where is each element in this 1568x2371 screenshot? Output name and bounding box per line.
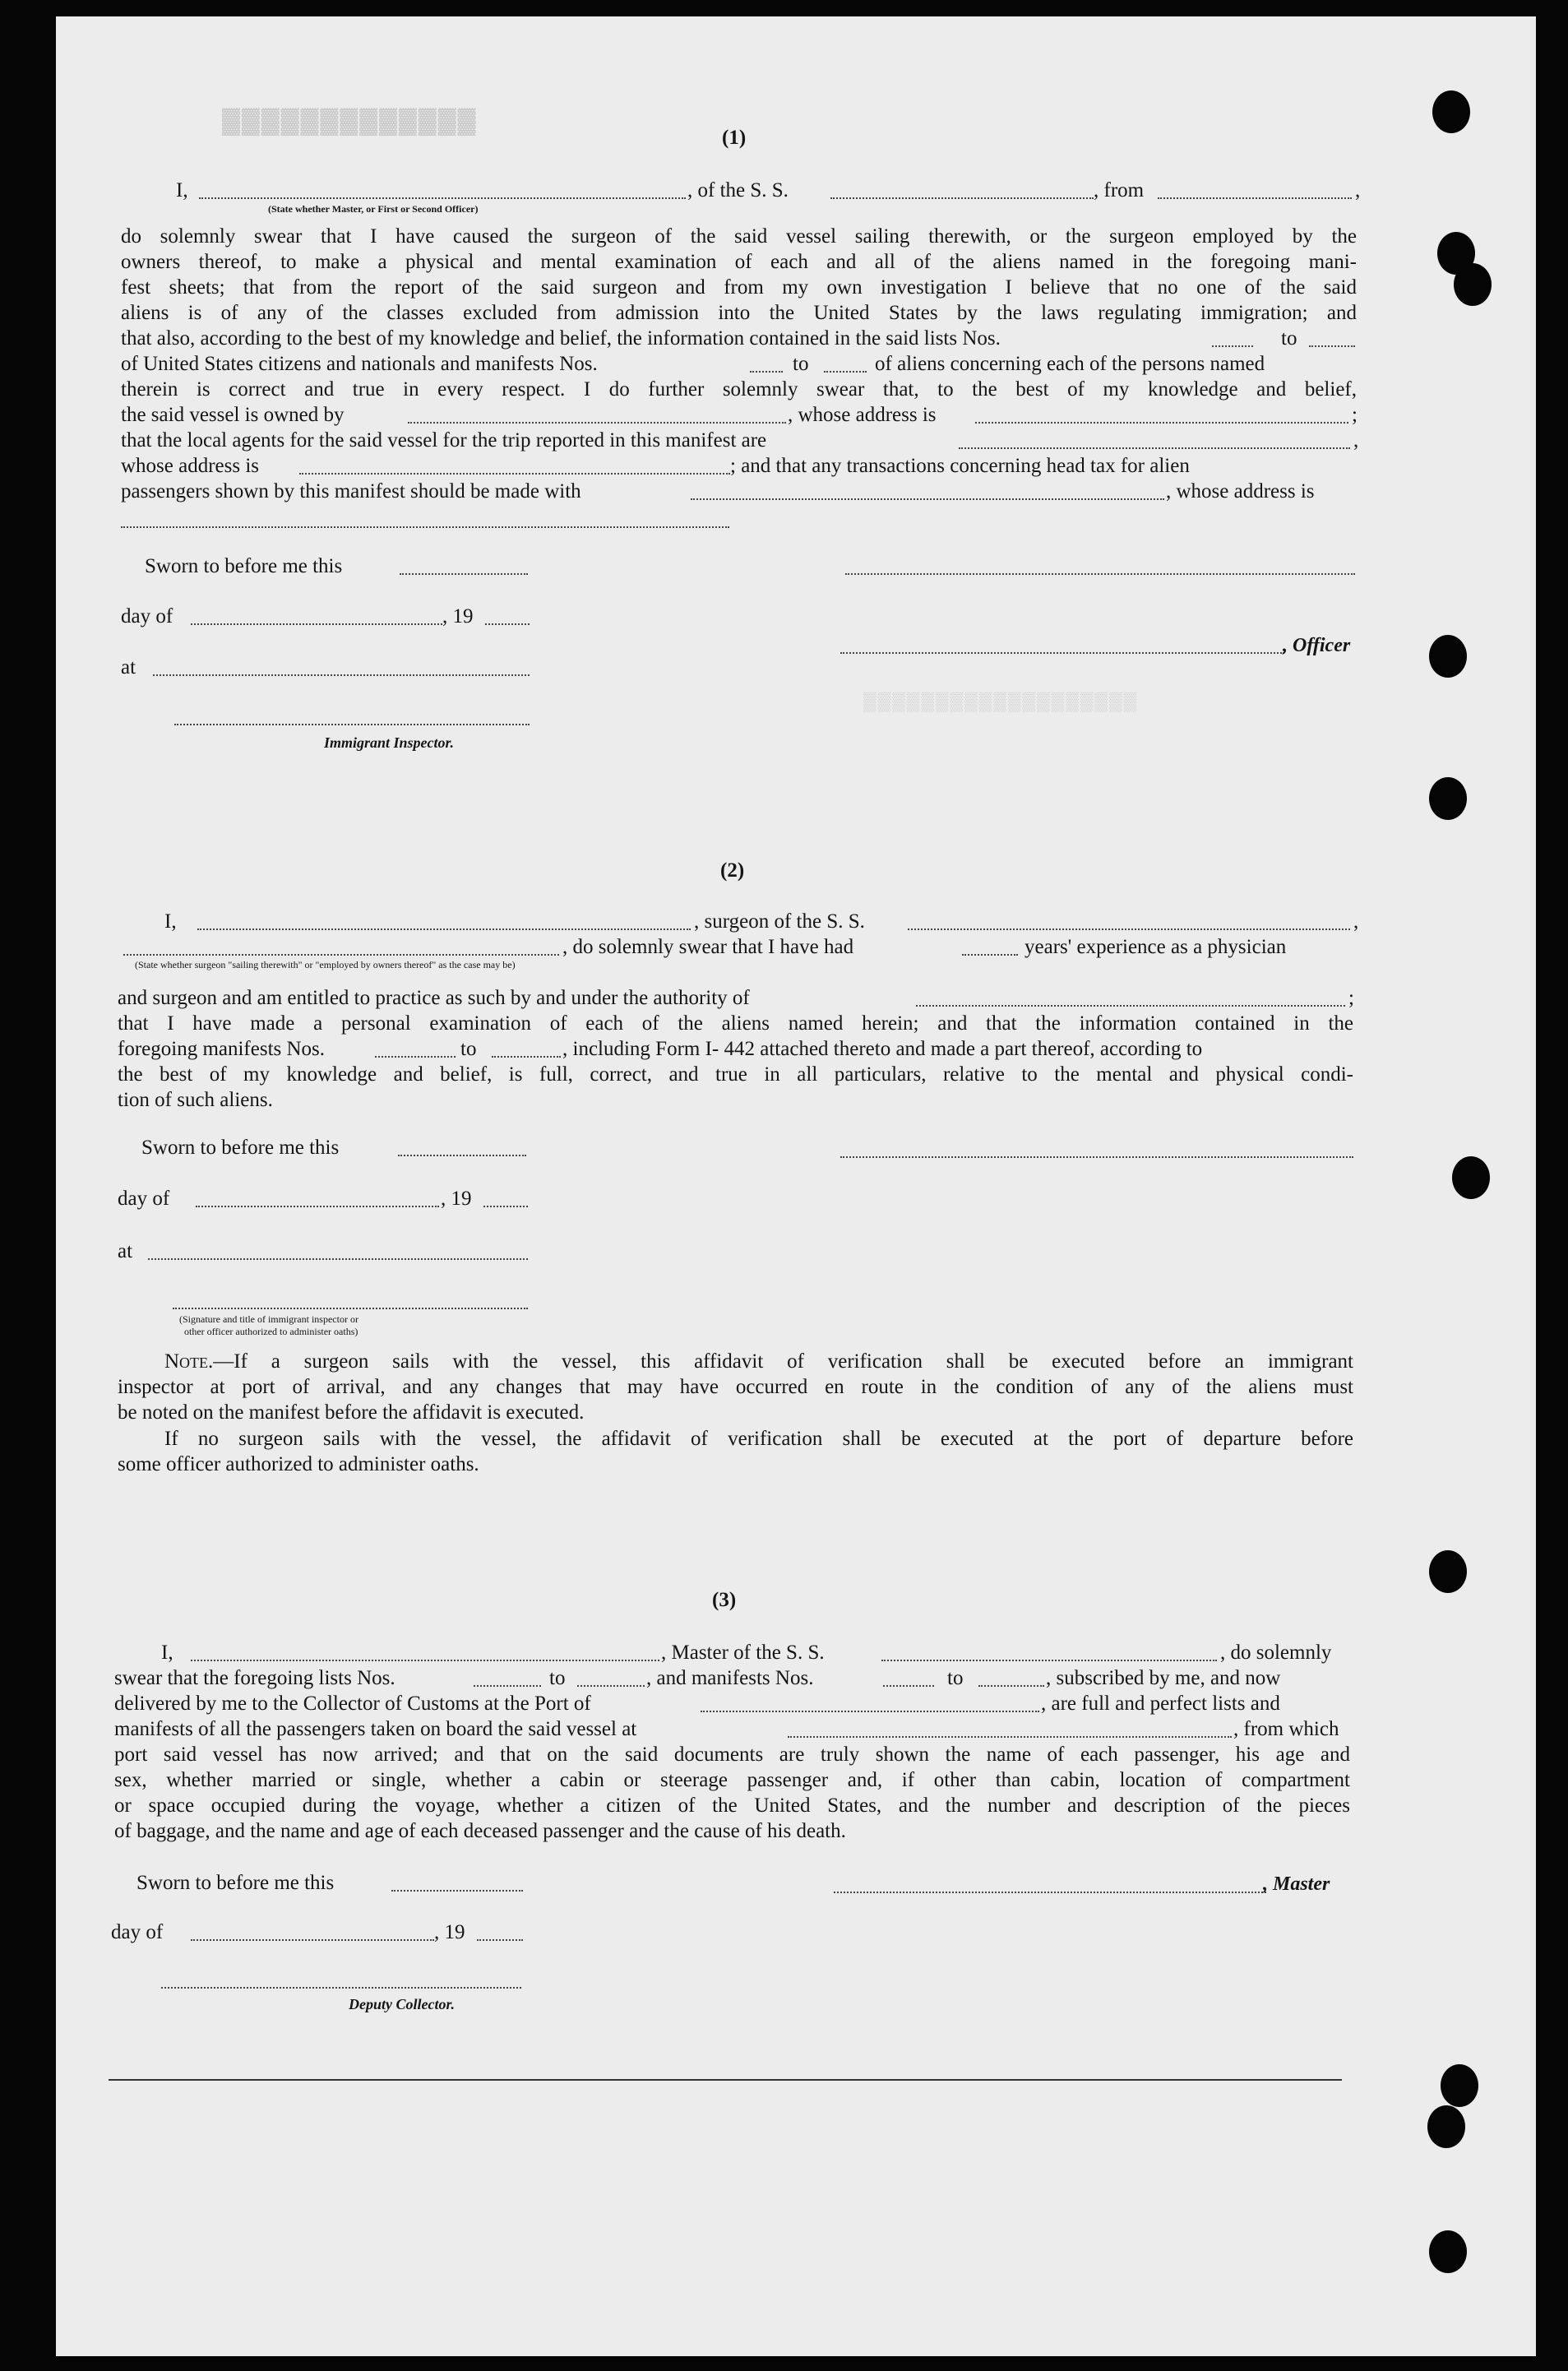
section-3-line2-a: swear that the foregoing lists Nos. <box>114 1667 395 1689</box>
section-2-line5-b: to <box>460 1038 477 1060</box>
section-3-solemnly: , do solemnly <box>1220 1642 1332 1664</box>
section-3-line2-e: , subscribed by me, and now <box>1046 1667 1281 1689</box>
manifest-from-field[interactable] <box>750 371 783 373</box>
note-label: Note. <box>164 1350 214 1373</box>
body-line: do solemnly swear that I have caused the surgeon of the said vessel sailing therewith, or the surgeon employed by the <box>121 225 1357 248</box>
vessel-name-field[interactable] <box>830 197 1094 199</box>
officer-line-field[interactable] <box>840 652 1284 654</box>
note-text: —If a surgeon sails with the vessel, this affidavit of verification shall be executed before an immigrant <box>213 1350 1353 1373</box>
sig-note-1: (Signature and title of immigrant inspector or <box>179 1313 358 1325</box>
owned-semicolon: ; <box>1352 404 1358 426</box>
authority-field[interactable] <box>916 1005 1345 1007</box>
inspector-label: Immigrant Inspector. <box>324 734 455 751</box>
passengers-line-b: , whose address is <box>1166 480 1315 502</box>
head-tax-field[interactable] <box>691 498 1164 500</box>
agents-comma: , <box>1353 429 1359 452</box>
section-3-line3-a: delivered by me to the Collector of Customs at the Port of <box>114 1693 591 1715</box>
section-3-day-of: day of <box>111 1921 164 1943</box>
section-2-year-field[interactable] <box>483 1206 528 1207</box>
officer-label: , Officer <box>1283 635 1351 656</box>
sworn-date-field[interactable] <box>400 573 528 575</box>
section-2-i: I, <box>164 910 177 933</box>
agents-address-field[interactable] <box>299 473 730 475</box>
bleed-through-mark: ▒▒▒▒▒▒▒▒▒▒▒▒▒▒▒▒▒▒▒ <box>863 691 1139 711</box>
port-field[interactable] <box>701 1711 1039 1712</box>
section-3-line4-b: , from which <box>1233 1718 1339 1740</box>
agents-line: that the local agents for the said vessel for the trip reported in this manifest are <box>121 429 767 452</box>
lists-to: to <box>1281 327 1297 350</box>
section-3-sworn: Sworn to before me this <box>136 1872 335 1894</box>
sig-note-2: other officer authorized to administer oaths) <box>184 1326 358 1337</box>
manifest-to-field[interactable] <box>824 371 867 373</box>
section-3-line2-d: to <box>947 1667 964 1689</box>
section-3-master-of: , Master of the S. S. <box>661 1642 825 1664</box>
note-line-2: inspector at port of arrival, and any changes that may have occurred en route in the condition of any of the aliens must <box>118 1376 1353 1398</box>
note2-line-1: If no surgeon sails with the vessel, the affidavit of verification shall be executed at the port of departure before <box>164 1428 1353 1450</box>
section-2-line4: that I have made a personal examination of each of the aliens named herein; and that the information contained in the <box>118 1012 1353 1035</box>
s3-body-last: of baggage, and the name and age of each deceased passenger and the cause of his death. <box>114 1820 846 1842</box>
master-vessel-field[interactable] <box>881 1660 1217 1661</box>
section-2-line7: tion of such aliens. <box>118 1089 273 1111</box>
section-2-signature-field[interactable] <box>173 1308 528 1309</box>
lists-to-field[interactable] <box>1309 345 1355 347</box>
lists-line: that also, according to the best of my knowledge and belief, the information contained in the said lists Nos. <box>121 327 1001 350</box>
officer-name-field[interactable] <box>199 197 686 199</box>
master-label: , Master <box>1263 1873 1330 1895</box>
surgeon-note: (State whether surgeon "sailing therewith" or "employed by owners thereof" as the case may be) <box>135 959 516 970</box>
day-field[interactable] <box>191 623 442 625</box>
section-1-i: I, <box>176 179 188 201</box>
whose-line-a: whose address is <box>121 455 260 477</box>
section-2-line5-a: foregoing manifests Nos. <box>118 1038 326 1060</box>
years-field[interactable] <box>962 954 1018 956</box>
section-1-from: , from <box>1094 179 1145 201</box>
section-3-number: (3) <box>712 1589 737 1611</box>
citizens-to: to <box>793 353 809 375</box>
section-2-line2-b: years' experience as a physician <box>1025 936 1287 958</box>
manifests-to-field[interactable] <box>492 1056 561 1058</box>
year-field[interactable] <box>485 623 530 625</box>
section-3-i: I, <box>161 1642 173 1664</box>
note-line-1 <box>164 1349 1353 1374</box>
section-1-of-ss: , of the S. S. <box>687 179 789 201</box>
section-3-sworn-field[interactable] <box>391 1890 523 1892</box>
section-2-semicolon: ; <box>1348 987 1354 1009</box>
section-2-surgeon-of: , surgeon of the S. S. <box>694 910 865 933</box>
passengers-line-a: passengers shown by this manifest should be made with <box>121 480 581 502</box>
year-label: , 19 <box>442 605 474 627</box>
section-2-line2-a: , do solemnly swear that I have had <box>562 936 854 958</box>
body-line: owners thereof, to make a physical and mental examination of each and all of the aliens named in the foregoing mani- <box>121 251 1357 273</box>
section-1-comma: , <box>1355 179 1361 201</box>
s3-manifests-to-field[interactable] <box>978 1685 1044 1687</box>
s3-lists-from-field[interactable] <box>474 1685 541 1687</box>
section-1-number: (1) <box>722 127 747 149</box>
section-2-day-of: day of <box>118 1188 170 1210</box>
inspector-signature-field[interactable] <box>174 724 530 725</box>
section-2-day-field[interactable] <box>196 1206 439 1207</box>
owner-address-field[interactable] <box>975 422 1348 424</box>
owned-line-b: , whose address is <box>788 404 937 426</box>
s3-lists-to-field[interactable] <box>577 1685 645 1687</box>
departure-port-field[interactable] <box>788 1736 1232 1738</box>
note-line-3: be noted on the manifest before the affidavit is executed. <box>118 1401 585 1424</box>
manifests-from-field[interactable] <box>375 1056 456 1058</box>
agents-field[interactable] <box>959 447 1350 449</box>
s3-body-line: or space occupied during the voyage, whether a citizen of the United States, and the number and description of the pieces <box>114 1794 1350 1817</box>
collector-label: Deputy Collector. <box>349 1996 455 2012</box>
section-2-at: at <box>118 1240 133 1262</box>
s3-body-line: sex, whether married or single, whether a cabin or steerage passenger and, if other than cabin, location of compartment <box>114 1769 1350 1791</box>
note2-line-2: some officer authorized to administer oaths. <box>118 1453 479 1475</box>
collector-signature-field[interactable] <box>161 1987 521 1989</box>
section-2-sworn: Sworn to before me this <box>141 1137 340 1159</box>
surgeon-type-field[interactable] <box>123 954 559 956</box>
section-3-year-field[interactable] <box>477 1939 523 1941</box>
bottom-rule <box>109 2079 1342 2081</box>
owner-field[interactable] <box>408 422 786 424</box>
section-2-at-field[interactable] <box>148 1258 528 1260</box>
surgeon-vessel-field[interactable] <box>908 928 1350 930</box>
therein-line: therein is correct and true in every respect. I do further solemnly swear that, to the best of my knowledge and belief, <box>121 378 1357 401</box>
section-2-number: (2) <box>720 859 745 882</box>
master-signature-field[interactable] <box>834 1892 1266 1893</box>
surgeon-signature-field[interactable] <box>840 1156 1353 1158</box>
sworn-label: Sworn to before me this <box>145 555 343 577</box>
section-2-comma: , <box>1353 910 1359 933</box>
s3-manifests-from-field[interactable] <box>883 1685 934 1687</box>
owned-line-a: the said vessel is owned by <box>121 404 345 426</box>
master-name-field[interactable] <box>191 1660 659 1661</box>
whose-line-b: ; and that any transactions concerning head tax for alien <box>730 455 1190 477</box>
section-2-sworn-field[interactable] <box>398 1155 526 1156</box>
body-line: fest sheets; that from the report of the said surgeon and from my own investigation I believe that no one of the said <box>121 276 1357 299</box>
at-label: at <box>121 656 136 678</box>
lists-from-field[interactable] <box>1212 345 1253 347</box>
s3-body-line: port said vessel has now arrived; and that on the said documents are truly shown the name of each passenger, his age and <box>114 1744 1350 1766</box>
surgeon-name-field[interactable] <box>197 928 691 930</box>
bleed-through-mark: ▓▓▓▓▓▓▓▓▓▓▓▓▓ <box>222 107 478 134</box>
day-of-label: day of <box>121 605 173 627</box>
section-2-line3: and surgeon and am entitled to practice as such by and under the authority of <box>118 987 750 1009</box>
section-3-line3-b: , are full and perfect lists and <box>1041 1693 1280 1715</box>
section-3-line2-b: to <box>549 1667 566 1689</box>
section-3-day-field[interactable] <box>191 1939 434 1941</box>
section-2-year: , 19 <box>441 1188 472 1210</box>
officer-note: (State whether Master, or First or Second Officer) <box>268 203 479 215</box>
section-3-year: , 19 <box>434 1921 465 1943</box>
at-field[interactable] <box>153 674 530 676</box>
section-2-line6: the best of my knowledge and belief, is full, correct, and true in all particulars, relative to the mental and physical condi- <box>118 1063 1353 1086</box>
from-port-field[interactable] <box>1158 197 1352 199</box>
head-tax-address-field[interactable] <box>121 526 729 528</box>
officer-signature-field[interactable] <box>845 573 1355 575</box>
section-3-line4-a: manifests of all the passengers taken on board the said vessel at <box>114 1718 637 1740</box>
section-2-line5-c: , including Form I- 442 attached thereto and made a part thereof, according to <box>562 1038 1203 1060</box>
citizens-line-a: of United States citizens and nationals and manifests Nos. <box>121 353 598 375</box>
body-line: aliens is of any of the classes excluded from admission into the United States by the laws regulating immigration; and <box>121 302 1357 324</box>
citizens-line-b: of aliens concerning each of the persons named <box>875 353 1265 375</box>
section-3-line2-c: , and manifests Nos. <box>646 1667 814 1689</box>
